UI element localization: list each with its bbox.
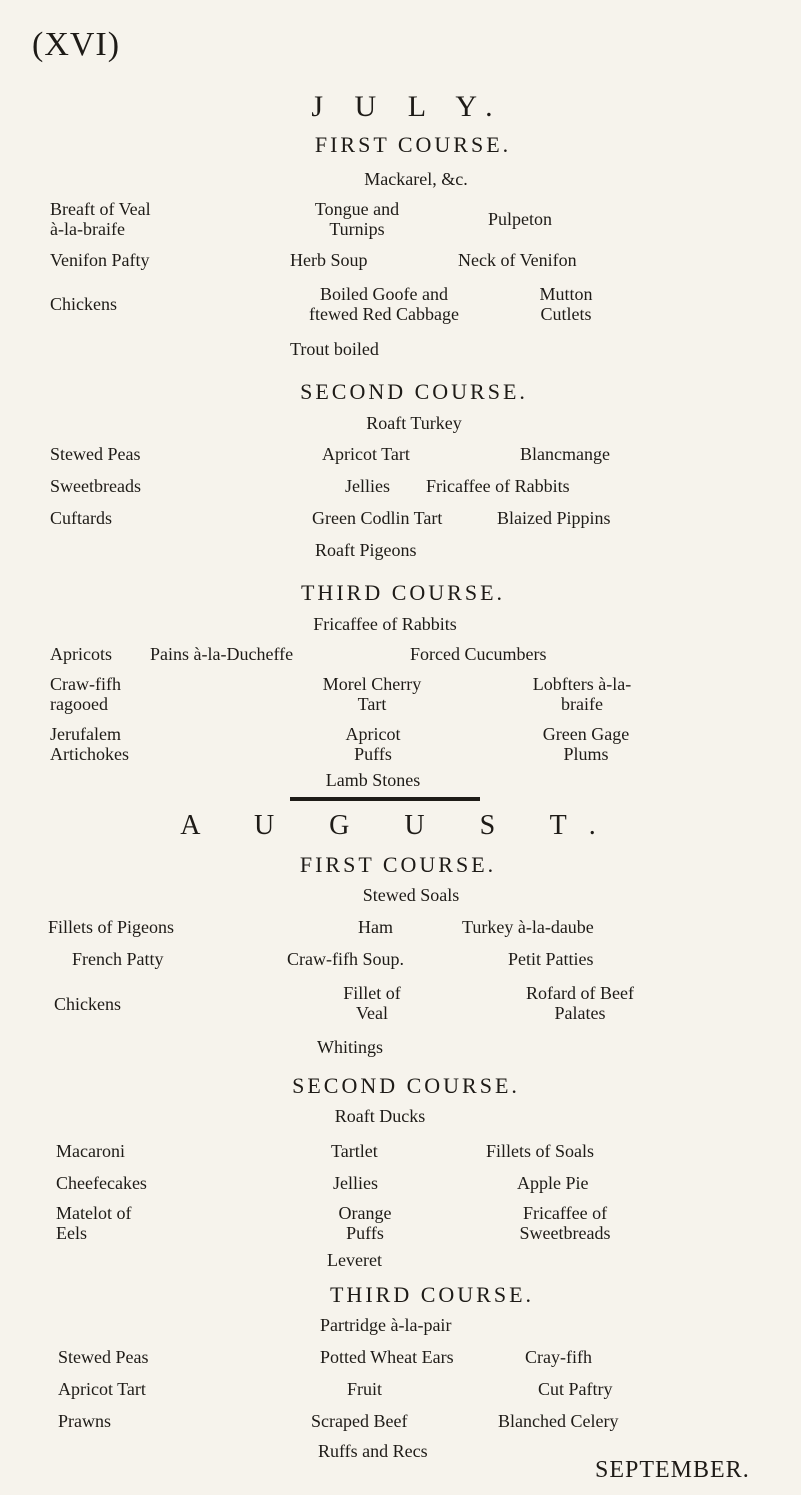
dish: Scraped Beef <box>311 1411 408 1431</box>
dish: Lobfters à-la- braife <box>532 674 632 714</box>
dish: Fruit <box>347 1379 383 1399</box>
dish: Apricot Puffs <box>345 724 401 764</box>
dish: Petit Patties <box>508 949 594 969</box>
dish: Cut Paftry <box>538 1379 613 1399</box>
dish: Fillets of Soals <box>486 1141 595 1161</box>
dish: Prawns <box>58 1411 111 1431</box>
course-heading: SECOND COURSE. <box>300 379 528 404</box>
dish: Breaft of Veal à-la-braife <box>50 199 151 239</box>
dish: Pains à-la-Ducheffe <box>150 644 294 664</box>
dish: Leveret <box>327 1250 382 1270</box>
dish: Roaft Ducks <box>334 1106 426 1126</box>
dish: Rofard of Beef Palates <box>526 983 634 1023</box>
dish: Cuftards <box>50 508 112 528</box>
dish: Partridge à-la-pair <box>320 1315 452 1335</box>
dish: Chickens <box>50 294 117 314</box>
dish: Boiled Goofe and ftewed Red Cabbage <box>309 284 459 324</box>
dish: Morel Cherry Tart <box>322 674 422 714</box>
dish: Cray-fifh <box>525 1347 592 1367</box>
dish: Stewed Peas <box>58 1347 149 1367</box>
dish: Matelot of Eels <box>56 1203 132 1243</box>
dish: Jellies <box>345 476 390 496</box>
dish: Apricot Tart <box>58 1379 146 1399</box>
dish: Sweetbreads <box>50 476 141 496</box>
dish: Ruffs and Recs <box>318 1441 428 1461</box>
dish: Venifon Pafty <box>50 250 150 270</box>
dish: Fricaffee of Rabbits <box>426 476 570 496</box>
dish: Chickens <box>54 994 121 1014</box>
dish: Mutton Cutlets <box>539 284 593 324</box>
dish: Cheefecakes <box>56 1173 147 1193</box>
dish: Fillets of Pigeons <box>48 917 175 937</box>
dish: Ham <box>358 917 393 937</box>
section-divider <box>290 797 480 801</box>
dish: Turkey à-la-daube <box>462 917 594 937</box>
dish: Green Gage Plums <box>542 724 630 764</box>
dish: Fricaffee of Rabbits <box>313 614 457 634</box>
dish: Tartlet <box>331 1141 378 1161</box>
dish: Green Codlin Tart <box>312 508 443 528</box>
dish: Neck of Venifon <box>458 250 577 270</box>
dish: Orange Puffs <box>338 1203 392 1243</box>
dish: Jellies <box>333 1173 378 1193</box>
dish: Blancmange <box>520 444 610 464</box>
catchword: SEPTEMBER. <box>595 1457 750 1483</box>
course-heading: SECOND COURSE. <box>292 1073 520 1098</box>
dish: Lamb Stones <box>325 770 421 790</box>
dish: Pulpeton <box>488 209 553 229</box>
dish: Fricaffee of Sweetbreads <box>519 1203 611 1243</box>
dish: Herb Soup <box>290 250 368 270</box>
dish: Potted Wheat Ears <box>320 1347 454 1367</box>
page-number: (XVI) <box>32 26 121 63</box>
dish: Forced Cucumbers <box>410 644 547 664</box>
course-heading: THIRD COURSE. <box>329 1282 535 1307</box>
dish: Tongue and Turnips <box>314 199 400 239</box>
dish: Whitings <box>317 1037 383 1057</box>
dish: Jerufalem Artichokes <box>50 724 129 764</box>
dish: Apricots <box>50 644 112 664</box>
dish: Craw-fifh ragooed <box>50 674 121 714</box>
dish: French Patty <box>72 949 164 969</box>
dish: Craw-fifh Soup. <box>287 949 404 969</box>
month-title-august: A U G U S T. <box>180 810 620 841</box>
dish: Macaroni <box>56 1141 125 1161</box>
dish: Roaft Turkey <box>366 413 462 433</box>
dish: Mackarel, &c. <box>364 169 468 189</box>
dish: Trout boiled <box>290 339 379 359</box>
course-heading: FIRST COURSE. <box>314 132 512 157</box>
dish: Stewed Peas <box>50 444 141 464</box>
dish: Stewed Soals <box>362 885 460 905</box>
dish: Blaized Pippins <box>497 508 611 528</box>
dish: Roaft Pigeons <box>315 540 417 560</box>
dish: Blanched Celery <box>498 1411 619 1431</box>
course-heading: FIRST COURSE. <box>299 852 497 877</box>
dish: Fillet of Veal <box>343 983 401 1023</box>
month-title-july: J U L Y. <box>311 90 505 123</box>
course-heading: THIRD COURSE. <box>300 580 506 605</box>
dish: Apricot Tart <box>322 444 410 464</box>
dish: Apple Pie <box>517 1173 589 1193</box>
